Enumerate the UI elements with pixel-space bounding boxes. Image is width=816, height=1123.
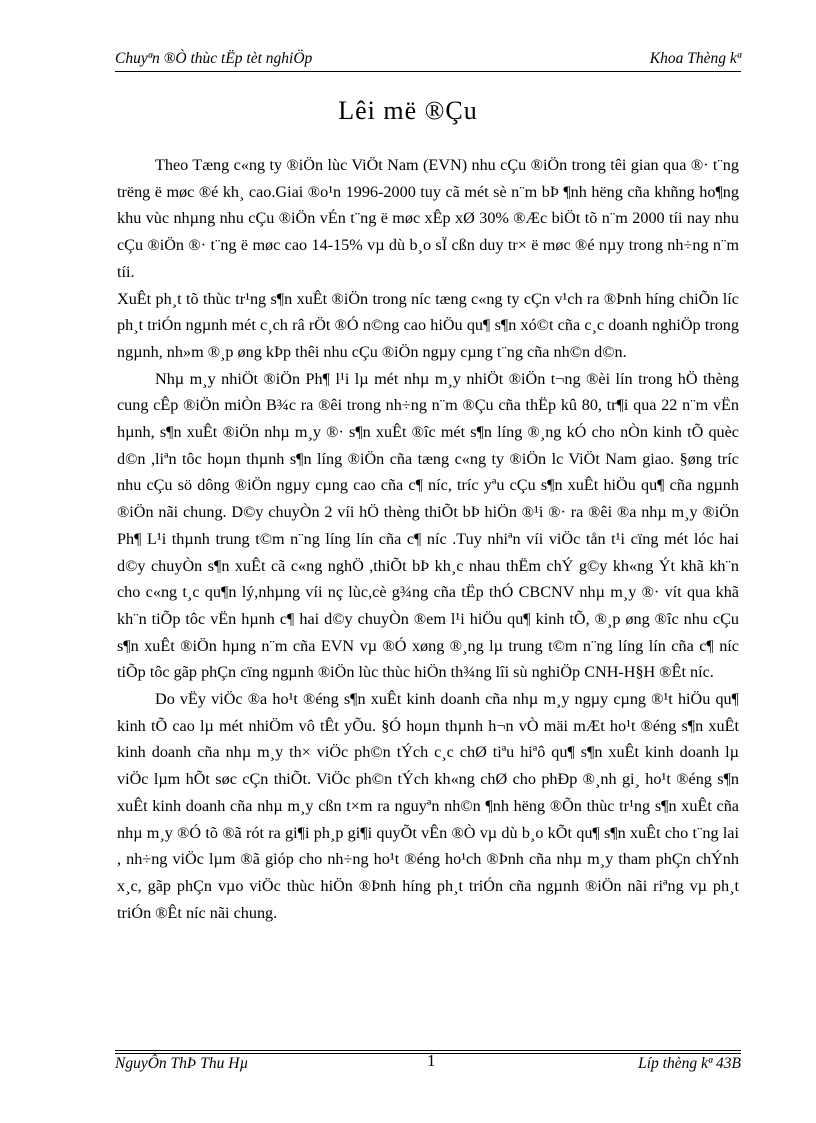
paragraph-4: Do vËy viÖc ®a ho¹t ®éng s¶n xuÊt kinh doanh cña nhµ m¸y ngµy cµng ®¹t hiÖu qu¶ kinh tÕ cao lµ mét nhiÖm vô tÊt yÕu. §Ó hoµn thµnh h¬n vÒ mäi mÆt ho¹t ®éng s¶n xuÊt kinh doanh cña nhµ m¸y th× viÖc ph©n tÝch c¸c chØ tiªu hiªô qu¶ s¶n xuÊt kinh doanh lµ viÖc lµm hÕt søc cÇn thiÕt. ViÖc ph©n tÝch kh«ng chØ cho phÐp ®¸nh gi¸ ho¹t ®éng s¶n xuÊt kinh doanh cña nhµ m¸y cßn t×m ra nguyªn nh©n ¶nh hëng ®Õn thùc tr¹ng s¶n xuÊt cña nhµ m¸y ®Ó tõ ®ã rót ra gi¶i ph¸p gi¶i quyÕt vÊn ®Ò vµ dù b¸o kÕt qu¶ s¶n xuÊt cho t¨ng lai , nh÷ng viÖc lµm ®ã gióp cho nh÷ng ho¹t ®éng ho¹ch ®Þnh cña nhµ m¸y tham phÇn chÝnh x¸c, gãp phÇn vµo viÖc thùc hiÖn ®Þnh híng ph¸t triÓn cña ngµnh ®iÖn nãi riªng vµ ph¸t triÓn ®Êt níc nãi chung.	[117, 690, 739, 922]
header-rule	[115, 71, 741, 72]
header-left-text: Chuyªn ®Ò thùc tËp tèt nghiÖp	[115, 50, 313, 67]
paragraph-1: Theo Tæng c«ng ty ®iÖn lùc ViÖt Nam (EVN) nhu cÇu ®iÖn trong têi gian qua ®· t¨ng trëng ë møc ®é kh¸ cao.Giai ®o¹n 1996-2000 tuy cã mét sè n¨m bÞ ¶nh hëng cña khñng ho¶ng khu vùc nhµng nhu cÇu ®iÖn vÉn t¨ng ë møc xÊp xØ 30% ®Æc biÖt tõ n¨m 2000 tíi nay nhu cÇu ®iÖn ®· t¨ng ë møc cao 14-15% vµ dù b¸o sÏ cßn duy tr× ë møc ®é nµy trong nh÷ng n¨m tíi.	[117, 156, 739, 281]
document-body	[117, 152, 739, 926]
document-title: Lêi më ®Çu	[338, 96, 478, 125]
paragraph-2: XuÊt ph¸t tõ thùc tr¹ng s¶n xuÊt ®iÖn trong níc tæng c«ng ty cÇn v¹ch ra ®Þnh híng chiÕn líc ph¸t triÓn ngµnh mét c¸ch râ rÖt ®Ó n©ng cao hiÖu qu¶ s¶n xó©t cña c¸c doanh nghiÖp trong ngµnh, nh»m ®¸p øng kÞp thêi nhu cÇu ®iÖn ngµy cµng t¨ng cña nh©n d©n.	[117, 289, 739, 361]
header-right-text: Khoa Thèng kª	[649, 50, 741, 67]
footer-class: Líp thèng kª 43B	[638, 1055, 741, 1072]
page-number: 1	[427, 1051, 436, 1070]
footer-author: NguyÔn ThÞ Thu Hµ	[115, 1055, 249, 1072]
page-footer	[115, 1051, 741, 1077]
page-header	[115, 50, 741, 72]
paragraph-3: Nhµ m¸y nhiÖt ®iÖn Ph¶ l¹i lµ mét nhµ m¸y nhiÖt ®iÖn t¬ng ®èi lín trong hÖ thèng cung cÊp ®iÖn miÒn B¾c ra ®êi trong nh÷ng n¨m ®Çu cña thËp kû 80, tr¶i qua 22 n¨m vËn hµnh, s¶n xuÊt ®iÖn nhµ m¸y ®· s¶n xuÊt ®îc mét s¶n líng ®¸ng kÓ cho nÒn kinh tÕ quèc d©n ,liªn tôc hoµn thµnh s¶n líng ®iÖn cña tæng c«ng ty ®iÖn lc ViÖt Nam giao. §øng tríc nhu cÇu sö dông ®iÖn ngµy cµng cao cña c¶ níc, tríc yªu cÇu s¶n xuÊt hiÖu qu¶ cña ngµnh ®iÖn nãi chung. D©y chuyÒn 2 víi hÖ thèng thiÕt bÞ hiÖn ®¹i ®· ra ®êi ®a nhµ m¸y ®iÖn Ph¶ L¹i thµnh trung t©m n¨ng líng lín cña c¶ níc .Tuy nhiªn víi viÖc tån t¹i cïng mét lóc hai d©y chuyÒn s¶n xuÊt cã c«ng nghÖ ,thiÕt bÞ kh¸c nhau thËm chÝ g©y kh«ng Ýt khã kh¨n cho c«ng t¸c qu¶n lý,nhµng víi nç lùc,cè g¾ng cña tËp thÓ CBCNV nhµ m¸y ®· vít qua khã kh¨n tiÕp tôc vËn hµnh c¶ hai d©y chuyÒn ®em l¹i hiÖu qu¶ kinh tÕ, ®¸p øng ®îc nhu cÇu s¶n xuÊt ®iÖn hµng n¨m cña EVN vµ ®Ó xøng ®¸ng lµ trung t©m n¨ng líng lín cña c¶ níc tiÕp tôc gãp phÇn cïng ngµnh ®iÖn lùc thùc hiÖn th¾ng lîi sù nghiÖp CNH-H§H ®Êt níc.	[117, 369, 739, 682]
